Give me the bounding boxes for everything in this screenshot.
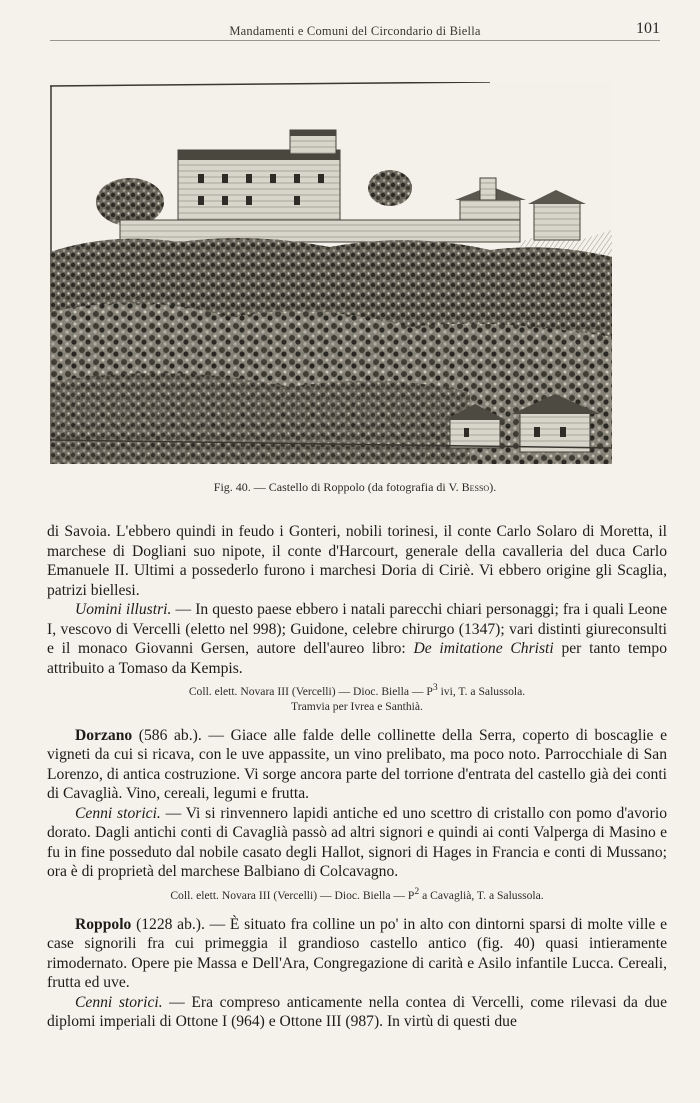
page-number: 101 [636, 20, 660, 37]
paragraph-roppolo: Roppolo (1228 ab.). — È situato fra colline un po' in alto con dintorni sparsi di molte ville e case signorili fra cui primeggia il grandioso castello antico (fig. 40) quasi intieramente rimodernato. Opere pie Massa e Dell'Ara, Congregazione di carità e Asilo infantile Lucca. Cereali, frutta ed uve. [47, 915, 667, 992]
paragraph-uomini-illustri: Uomini illustri. — In questo paese ebbero i natali parecchi chiari personaggi; fra i quali Leone I, vescovo di Vercelli (eletto nel 998); Guidone, celebre chirurgo (1347); vari distinti giureconsulti e il monaco Giovanni Gersen, autore dell'aureo libro: De imitatione Christi per tanto tempo attribuito a Tomaso da Kempis. [47, 601, 668, 677]
tramway-note: Tramvia per Ivrea e Santhià. [291, 699, 423, 713]
body-text [47, 522, 667, 1032]
book-title: De imitatione Christi [413, 640, 554, 657]
paragraph-dorzano: Dorzano (586 ab.). — Giace alle falde delle collinette della Serra, coperto di boscaglie e vigneti da cui si ricava, con le uve appassite, un vino prelibato, ma poco noto. Parrocchiale di San Lorenzo, di antica costruzione. Vi sorge ancora parte del torrione d'entrata del castello già dei conti di Cavaglià. Vino, cereali, legumi e frutta. [47, 726, 667, 803]
castle-engraving-image [50, 82, 612, 464]
caption-photographer: Besso [461, 480, 490, 494]
caption-prefix: Fig. 40. — Castello di Roppolo (da fotografia di V. [213, 480, 462, 494]
running-title: Mandamenti e Comuni del Circondario di Biella [229, 24, 481, 38]
section-label-cenni-storici-2: Cenni storici. [75, 993, 163, 1011]
section-label-cenni-storici: Cenni storici. [75, 804, 161, 822]
electoral-note-roppolo: Coll. elett. Novara III (Vercelli) — Dioc. Biella — $P^3$ ivi, T. a Salussola. Tramvia per Ivrea e Santhià. [188, 682, 526, 713]
paragraph-dorzano-cenni: Cenni storici. — Vi si rinvennero lapidi antiche ed uno scettro di cristallo con pomo d'avorio dorato. Dagli antichi conti di Cavaglià passò ad altri signori e quindi ai conti Valperga di Masino e fu in fine posseduto dal nobile casato degli Hallot, signori di Hages in Francia e conti di Mussano; ora è di proprietà del marchese Balbiano di Colcavagno. [47, 804, 667, 881]
figure-caption [50, 480, 660, 495]
section-label-uomini-illustri: Uomini illustri. [75, 601, 172, 618]
paragraph-roppolo-cenni: Cenni storici. — Era compreso anticamente nella contea di Vercelli, come rilevasi da due diplomi imperiali di Ottone I (964) e Ottone III (987). In virtù di questi due [47, 993, 667, 1031]
entry-name-roppolo: Roppolo [75, 915, 132, 933]
castle-illustration [50, 82, 612, 464]
entry-name-dorzano: Dorzano [75, 726, 133, 744]
electoral-note-dorzano: Coll. elett. Novara III (Vercelli) — Dioc. Biella — $P^2$ a Cavaglià, T. a Salussola. [170, 885, 544, 902]
page-header [50, 18, 660, 41]
caption-suffix: ). [489, 480, 497, 494]
paragraph-savoia: di Savoia. L'ebbero quindi in feudo i Gonteri, nobili torinesi, il conte Carlo Solaro di Moretta, il marchese di Dogliani suo nipote, il conte d'Harcourt, generale della cavalleria del duca Carlo Emanuele II. Ultimi a possederlo furono i marchesi Doria di Ciriè. Vi ebbero origine gli Scaglia, patrizi biellesi. [47, 523, 667, 599]
